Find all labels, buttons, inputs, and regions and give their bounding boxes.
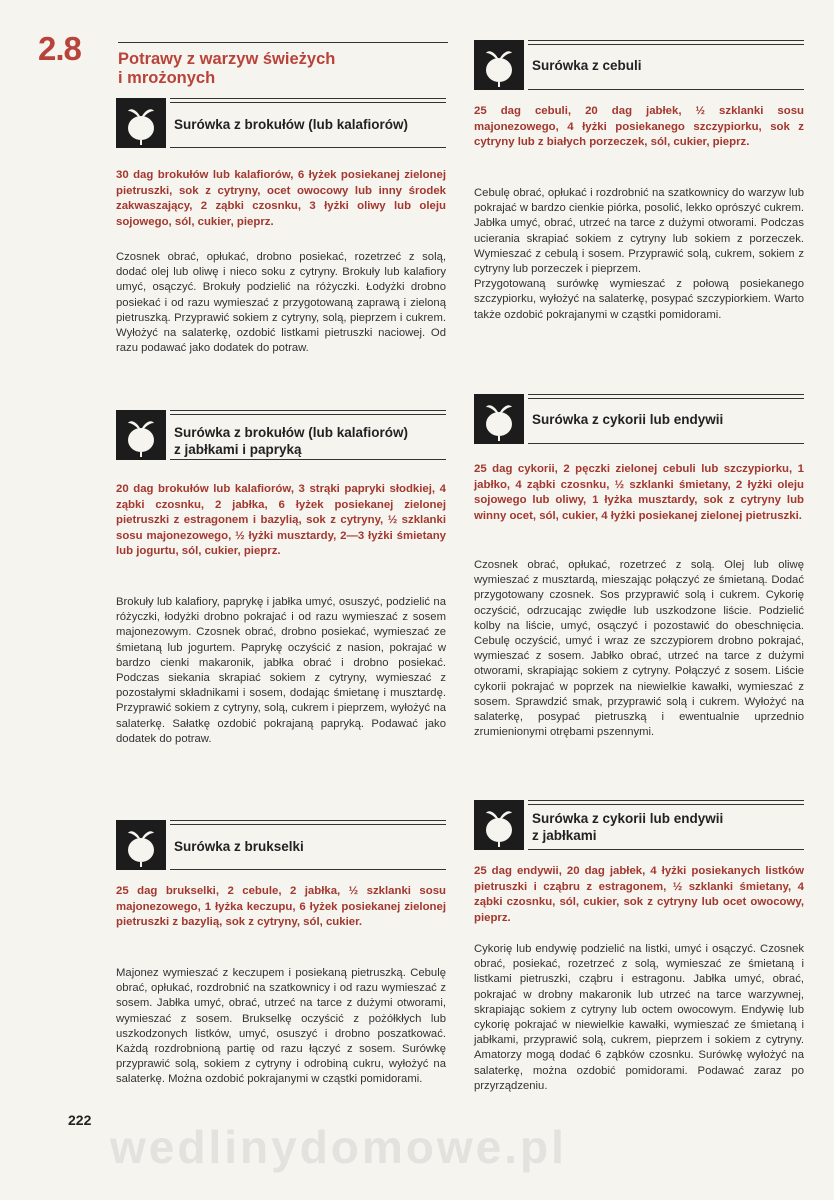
header-rule — [170, 824, 446, 825]
recipe-header-brokuly-jablka — [116, 410, 446, 460]
page-number: 222 — [68, 1112, 92, 1128]
vegetable-icon — [474, 40, 524, 90]
recipe-header-brukselka — [116, 820, 446, 870]
section-rule — [118, 42, 448, 43]
recipe-title-line1: Surówka z cykorii lub endywii — [532, 811, 724, 826]
ingredients: 25 dag cykorii, 2 pęczki zielonej cebuli lub szczypiorku, 1 jabłko, 4 ząbki czosnku, ½ szklanki śmietany, 2 łyżki oleju sojowego lub oliwy, 1 łyżka musztardy, sok z cytryny lub winny ocet, sól, cukier, 4 łyżki posiekanej zielonej pietruszki. — [474, 463, 804, 522]
header-rule — [170, 869, 446, 870]
recipe-header-brokuly — [116, 98, 446, 148]
header-rule — [170, 820, 446, 821]
header-rule — [170, 459, 446, 460]
header-rule — [170, 147, 446, 148]
recipe-body: Czosnek obrać, opłukać, rozetrzeć z solą. Olej lub oliwę wymieszać z musztardą, mieszając połączyć ze śmietaną. Dodać przygotowany czosnek. Sos przyprawić solą i cukrem. Cykorię oczyścić, odrzucając zwiędłe lub uszkodzone liście. Podzielić kolby na liście, umyć, osączyć i pozostawić do obeschnięcia. Cebulę oczyścić, umyć i wraz ze szczypiorem drobno pokrajać, wymieszać z sosem. Jabłko obrać, utrzeć na tarce z dużymi otworami, skrapiając sokiem z cytryny. Połączyć z sosem. Liście cykorii pokrajać w poprzek na niewielkie kawałki, wymieszać z sosem. Sprawdzić smak, przyprawić solą i cukrem. Wyłożyć na salaterkę, posypać pietruszką i ewentualnie uprzednio zrumienionymi otrębami pszennymi. — [474, 559, 804, 739]
ingredients: 25 dag brukselki, 2 cebule, 2 jabłka, ½ szklanki sosu majonezowego, 1 łyżka keczupu, 6 łyżek posiekanej zielonej pietruszki z bazylią, sok z cytryny, sól, cukier. — [116, 885, 446, 928]
section-title-line2: i mrożonych — [118, 69, 216, 87]
recipe-title — [532, 810, 723, 844]
header-rule — [528, 443, 804, 444]
section-title — [118, 50, 448, 88]
vegetable-icon — [116, 98, 166, 148]
header-rule — [170, 414, 446, 415]
ingredients: 25 dag cebuli, 20 dag jabłek, ½ szklanki sosu majonezowego, 4 łyżki posiekanego szczypiorku, sok z cytryny lub z białych porzeczek, sól, cukier, pieprz. — [474, 105, 804, 148]
recipe-title-line1: Surówka z brukselki — [174, 839, 304, 854]
recipe-body: Brokuły lub kalafiory, paprykę i jabłka umyć, osuszyć, podzielić na różyczki, łodyżki drobno pokrajać i od razu wymieszać z sosem majonezowym. Czosnek obrać, drobno posiekać, wymieszać ze śmietaną lub jogurtem. Paprykę oczyścić z nasion, pokrajać w bardzo cienki makaronik, jabłka obrać i drobno posiekać. Podczas siekania skrapiać sokiem z cytryny, wymieszać z pozostałymi składnikami i sosem, dodając śmietanę i musztardę. Przyprawić sokiem z cytryny, solą, cukrem i pieprzem, wyłożyć na salaterkę. Sałatkę ozdobić pokrajaną papryką. Podawać jako dodatek do potraw. — [116, 596, 446, 745]
watermark: wedlinydomowe.pl — [110, 1121, 567, 1173]
ingredients: 25 dag endywii, 20 dag jabłek, 4 łyżki posiekanych listków pietruszki i cząbru z estragonem, ½ szklanki śmietany, 4 ząbki czosnku, sól, cukier, sok z cytryny lub ocet owocowy, pieprz. — [474, 865, 804, 924]
recipe-body: Majonez wymieszać z keczupem i posiekaną pietruszką. Cebulę obrać, opłukać, rozdrobnić na szatkownicy i od razu wymieszać z sosem. Jabłka umyć, obrać, utrzeć na tarce z dużymi otworami, wymieszać z sosem. Brukselkę oczyścić z pożółkłych lub uszkodzonych listków, umyć, osuszyć i drobno poszatkować. Każdą rozdrobnioną partię od razu łączyć z sosem. Surówkę przyprawić solą, sokiem z cytryny i odrobiną cukru, wyłożyć na salaterkę. Można ozdobić pokrajanymi w cząstki pomidorami. — [116, 967, 446, 1086]
ingredients: 20 dag brokułów lub kalafiorów, 3 strąki papryki słodkiej, 4 ząbki czosnku, 2 jabłka, 6 łyżek posiekanej zielonej pietruszki z estragonem i bazylią, sok z cytryny, ½ szklanki sosu majonezowego, ½ łyżki musztardy, 2—3 łyżki śmietany lub jogurtu, sól, cukier, pieprz. — [116, 483, 446, 557]
header-rule — [528, 849, 804, 850]
recipe-title-line1: Surówka z brokułów (lub kalafiorów) — [174, 117, 409, 132]
section-title-line1: Potrawy z warzyw świeżych — [118, 50, 336, 68]
header-rule — [170, 102, 446, 103]
recipe-header-cebula — [474, 40, 804, 90]
header-rule — [170, 410, 446, 411]
recipe-title-line2: z jabłkami — [532, 828, 597, 843]
header-rule — [528, 800, 804, 801]
section-number: 2.8 — [38, 30, 81, 67]
header-rule — [170, 98, 446, 99]
recipe-title-line1: Surówka z brokułów (lub kalafiorów) — [174, 425, 409, 440]
vegetable-icon — [116, 820, 166, 870]
recipe-title — [174, 116, 408, 133]
header-rule — [528, 44, 804, 45]
recipe-title — [174, 838, 304, 855]
header-rule — [528, 394, 804, 395]
recipe-body: Czosnek obrać, opłukać, drobno posiekać, rozetrzeć z solą, dodać olej lub oliwę i nieco soku z cytryny. Brokuły lub kalafiory umyć, osączyć. Brokuły podzielić na różyczki. Łodyżki drobno posiekać i od razu wymieszać z przygotowaną zaprawą i zieloną pietruszką. Przyprawić sokiem z cytryny, solą, pieprzem i cukrem. Wyłożyć na salaterkę, ozdobić listkami pietruszki naciowej. Od razu podawać jako dodatek do potraw. — [116, 251, 446, 355]
recipe-header-cykoria-jablka — [474, 800, 804, 850]
vegetable-icon — [474, 394, 524, 444]
vegetable-icon — [474, 800, 524, 850]
vegetable-icon — [116, 410, 166, 460]
header-rule — [528, 398, 804, 399]
recipe-title-line1: Surówka z cebuli — [532, 58, 642, 73]
recipe-title-line2: z jabłkami i papryką — [174, 442, 302, 457]
recipe-body: Cebulę obrać, opłukać i rozdrobnić na szatkownicy do warzyw lub pokrajać w bardzo cienkie piórka, posolić, lekko oprószyć cukrem. Jabłka umyć, obrać, utrzeć na tarce z dużymi otworami. Podczas ucierania skrapiać sokiem z cytryny lub sokiem z porzeczek. Wymieszać z cebulą i sosem. Przyprawić solą, cukrem, sokiem z cytryny lub porzeczek i pieprzem. Przygotowaną surówkę wymieszać z połową posiekanego szczypiorku, wyłożyć na salaterkę, posypać szczypiorkiem. Warto także ozdobić pokrajanymi w cząstki pomidorami. — [474, 187, 804, 321]
recipe-title — [174, 424, 408, 458]
header-rule — [528, 804, 804, 805]
header-rule — [528, 89, 804, 90]
recipe-title-line1: Surówka z cykorii lub endywii — [532, 412, 724, 427]
recipe-body: Cykorię lub endywię podzielić na listki, umyć i osączyć. Czosnek obrać, posiekać, rozetrzeć z solą, wymieszać ze śmietaną i listkami pietruszki, cząbru i estragonu. Jabłka umyć, obrać, pokrajać w drobny makaronik lub utrzeć na tarce warzywnej, skrapiając sokiem z cytryny lub octem owocowym. Endywię lub cykorię pokrajać w niewielkie kawałki, wymieszać ze śmietaną i jabłkami, przyprawić solą, cukrem, pieprzem i sokiem z cytryny. Amatorzy mogą dodać 6 ząbków czosnku. Surówkę wyłożyć na salaterkę, można ozdobić pomidorami. Podawać zaraz po przyrządzeniu. — [474, 943, 804, 1092]
recipe-header-cykoria — [474, 394, 804, 444]
recipe-title — [532, 57, 642, 74]
ingredients: 30 dag brokułów lub kalafiorów, 6 łyżek posiekanej zielonej pietruszki, sok z cytryny, ocet owocowy lub inny środek zakwaszający, 2 ząbki czosnku, 3 łyżki oliwy lub oleju sojowego, sól, cukier, pieprz. — [116, 169, 446, 228]
header-rule — [528, 40, 804, 41]
recipe-title — [532, 411, 723, 428]
